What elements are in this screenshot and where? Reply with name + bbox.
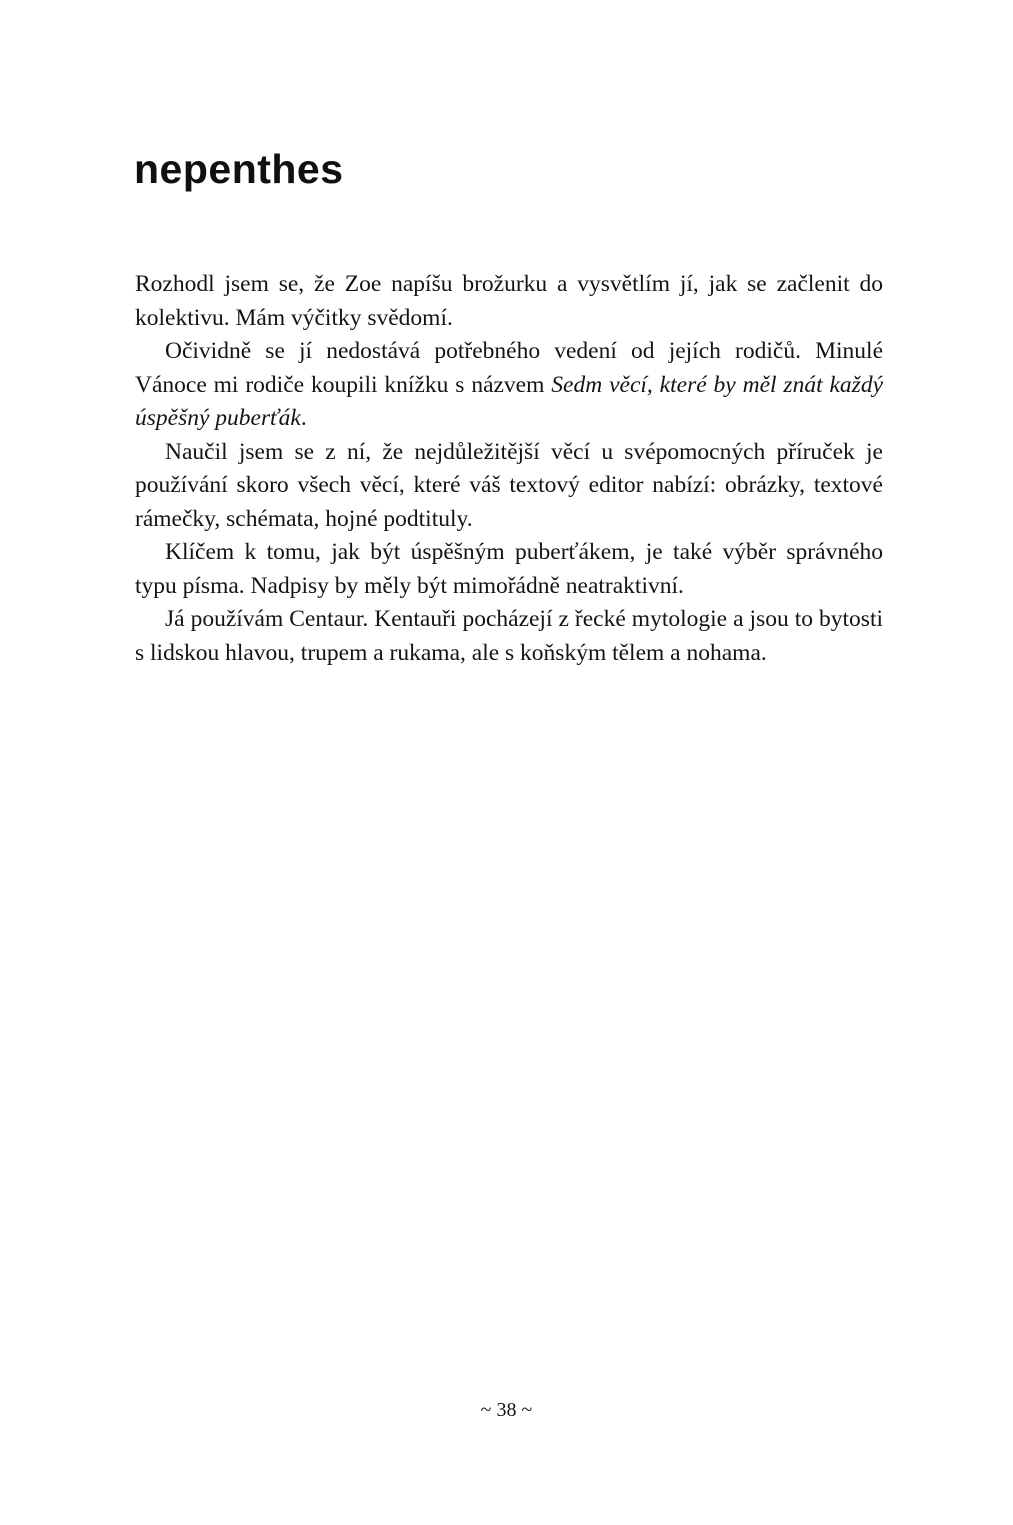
paragraph-text: Naučil jsem se z ní, že nejdůležitější věcí u svépomocných příruček je používání skoro všech věcí, které váš textový editor nabízí: obrázky, textové rámečky, schémata, hojné podtituly. xyxy=(135,438,883,532)
paragraph xyxy=(135,603,883,670)
book-title-italic: Sedm věcí, které by měl znát každý úspěšný puberťák xyxy=(135,371,883,431)
chapter-title: nepenthes xyxy=(134,146,344,192)
paragraph xyxy=(135,436,883,537)
paragraph xyxy=(135,268,883,335)
paragraph-text: Rozhodl jsem se, že Zoe napíšu brožurku a vysvětlím jí, jak se začlenit do kolektivu. Mám výčitky svědomí. xyxy=(135,271,883,331)
paragraph-text: . xyxy=(300,405,307,431)
paragraph xyxy=(135,335,883,436)
paragraph-text: Já používám Centaur. Kentauři pocházejí z řecké mytologie a jsou to bytosti s lidskou hlavou, trupem a rukama, ale s koňským tělem a nohama. xyxy=(135,606,883,666)
paragraph-text: Očividně se jí nedostává potřebného vedení od jejích rodičů. Minulé Vánoce mi rodiče koupili knížku s názvem xyxy=(135,338,883,398)
paragraph xyxy=(135,536,883,603)
body-text xyxy=(135,268,883,670)
page-number: ~ 38 ~ xyxy=(480,1399,533,1421)
paragraph-text: Klíčem k tomu, jak být úspěšným puberťákem, je také výběr správného typu písma. Nadpisy by měly být mimořádně neatraktivní. xyxy=(135,539,883,599)
